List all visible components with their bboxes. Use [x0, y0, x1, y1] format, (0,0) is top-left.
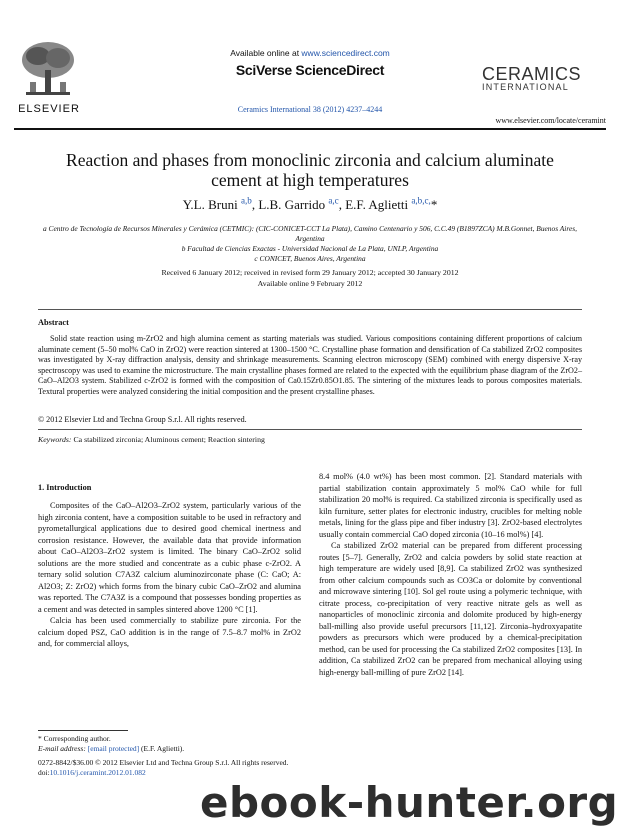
keywords-line — [38, 435, 582, 444]
section-heading-introduction: 1. Introduction — [38, 483, 92, 492]
keywords-label: Keywords: — [38, 435, 72, 444]
corresponding-author-footnote — [38, 734, 298, 754]
sciencedirect-link[interactable]: www.sciencedirect.com — [301, 48, 390, 58]
journal-logo-subtitle: INTERNATIONAL — [482, 82, 569, 92]
header-divider — [14, 128, 606, 130]
article-title: Reaction and phases from monoclinic zirconia and calcium aluminate cement at high temperatures — [66, 150, 554, 190]
affiliation-b: b Facultad de Ciencias Exactas - Universidad Nacional de La Plata, UNLP, Argentina — [181, 244, 439, 253]
body-paragraph: 8.4 mol% (4.0 wt%) has been most common. [2]. Standard materials with partial stabilization contain approximately 5 mol% CaO while for full stabilization 20 mol% is required. Ca stabilized zirconia is specifically used as kiln furniture, setter plates for electronic industry, crucibles for melting noble metals, lining for the glass pipe and fiber industry [3]. ZrO2-based electrolytes usually contain commercial CaO doped zirconia (10–16 mol%) [4]. — [319, 472, 582, 539]
footnote-rule — [38, 730, 128, 731]
affiliation-c: c CONICET, Buenos Aires, Argentina — [254, 254, 366, 263]
doi-label: doi: — [38, 768, 50, 777]
journal-reference-link[interactable]: Ceramics International 38 (2012) 4237–4244 — [237, 105, 383, 114]
available-online-line — [200, 48, 420, 58]
elsevier-tree-logo-icon — [18, 38, 78, 102]
keywords-list: Ca stabilized zirconia; Aluminous cement; Reaction sintering — [73, 435, 265, 444]
platform-name: SciVerse ScienceDirect — [235, 62, 385, 78]
body-left-column — [38, 500, 301, 650]
body-right-column — [319, 471, 582, 678]
article-metadata-footer — [38, 758, 358, 778]
doi-link[interactable]: 10.1016/j.ceramint.2012.01.082 — [49, 768, 146, 777]
available-online-prefix: Available online at — [230, 48, 302, 58]
abstract-top-rule — [38, 309, 582, 310]
abstract-text: Solid state reaction using m-ZrO2 and high alumina cement as starting materials was studied. Various compositions containing different proportions of calcium aluminate cement (5–50 mol% CaO in ZrO2) were reaction sintered at 1300–1500 °C. Crystalline phase formation and densification of Ca stabilized ZrO2 composites was investigated by X-ray diffraction analysis, density and shrinkage measurements. Scanning electron microscopy (SEM) combined with energy dispersive X-ray spectroscopy was used to examine the microstructure. The main crystalline phases formed are related to the expected with the equilibrium phase diagram of the ZrO2–CaO–Al2O3 system. Stabilized c-ZrO2 is formed with the composition of Ca0.15Zr0.85O1.85. The sintering of the mixtures leads to porous composites materials. Textural properties were analyzed considering the initial composition and the present crystalline phases. — [38, 334, 582, 396]
available-online-date: Available online 9 February 2012 — [257, 279, 363, 288]
body-paragraph: Composites of the CaO–Al2O3–ZrO2 system, particularly various of the high zirconia content, have a composition suitable to be used in refractory and pyrometallurgical applications due to desired good chemical inertness and corrosion resistance. However, the available data that provide information about CaO–Al2O3–ZrO2 system is limited. The binary CaO–ZrO2 solid solutions are the more studied and concentrate as a cubic phase c-ZrO2. A ternary solid solution C7A3Z calcium aluminozirconate phase (C: CaO; A: Al2O3; Z: ZrO2) which forms from the binary cubic CaO–ZrO2 and alumina was reported. The C7A3Z is a compound that possesses bonding properties as a cement and was detected in samples sintered above 1200 °C [1]. — [38, 501, 301, 614]
issn-line: 0272-8842/$36.00 © 2012 Elsevier Ltd and Techna Group S.r.l. All rights reserved. — [38, 758, 289, 767]
email-suffix: (E.F. Aglietti). — [139, 744, 185, 753]
corresponding-author-label: * Corresponding author. — [38, 734, 111, 743]
watermark-text: ebook-hunter.org — [200, 778, 619, 827]
body-paragraph: Ca stabilized ZrO2 material can be prepared from different processing routes [5–7]. Generally, ZrO2 and calcia powders by solid state reaction at high temperature are widely used [8,9]. Ca stabilized ZrO2 was synthesized from other calcium compounds such as CO3Ca or dolomite by conventional and microwave sintering [10]. Sol gel route using a polymeric technique, with citrate process, co-precipitation of very reactive nitrate gels as well as nanoparticles of monoclinic zirconia and dolomite produced by high-energy ball-milling also provide useful precursors [11,12]. Zirconia–hydroxyapatite powders as precursors which were produced by a chemical-precipitation method, can be used for processing the Ca stabilized ZrO2 composites [13]. In addition, Ca stabilized ZrO2 can be prepared from mechanical alloying using high-energy ball-milling of pure ZrO2 [14]. — [319, 541, 582, 677]
body-paragraph: Calcia has been used commercially to stabilize pure zirconia. For the calcium doped PSZ, CaO addition is in the range of 7.5–8.7 mol% in ZrO2 and, for commercial alloys, — [38, 616, 301, 648]
abstract-heading: Abstract — [38, 318, 69, 327]
abstract-bottom-rule — [38, 429, 582, 430]
journal-url[interactable]: www.elsevier.com/locate/ceramint — [495, 116, 606, 125]
publisher-name: ELSEVIER — [18, 103, 80, 115]
article-authors: Y.L. Bruni $^{a,b}$, L.B. Garrido $^{a,c}$, E.F. Aglietti $^{a,b,c,}$* — [182, 195, 438, 212]
journal-logo-title: CERAMICS — [482, 64, 582, 84]
email-label: E-mail address: — [38, 744, 88, 753]
email-link[interactable]: [email protected] — [87, 744, 140, 753]
received-dates: Received 6 January 2012; received in revised form 29 January 2012; accepted 30 January 2012 — [161, 268, 459, 277]
affiliation-a: a Centro de Tecnología de Recursos Minerales y Cerámica (CETMIC): (CIC-CONICET-CCT La Plata), Camino Centenario y 506, C.C.49 (B1897ZCA) M.B.Gonnet, Buenos Aires, Argentina — [43, 224, 577, 243]
abstract-copyright: © 2012 Elsevier Ltd and Techna Group S.r.l. All rights reserved. — [38, 415, 247, 424]
